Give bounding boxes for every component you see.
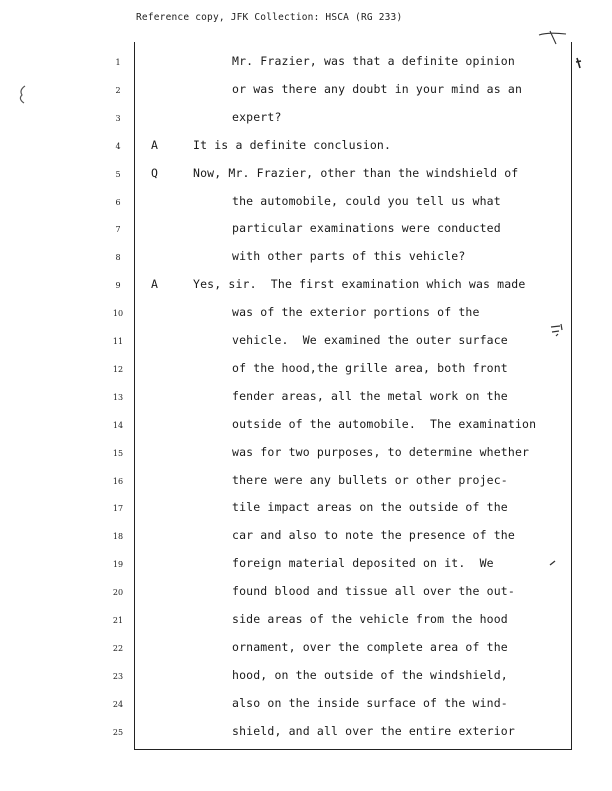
- line-number: 25: [112, 727, 124, 737]
- line-number: 7: [115, 225, 121, 235]
- transcript-line: [0, 441, 612, 469]
- line-text: Now, Mr. Frazier, other than the windshield of: [193, 165, 519, 180]
- transcript-line: [0, 496, 612, 524]
- transcript-line: [0, 273, 612, 301]
- line-number: 18: [112, 532, 124, 542]
- margin-dot-mark: [548, 558, 558, 568]
- line-number: 14: [112, 420, 124, 430]
- line-text: vehicle. We examined the outer surface: [232, 333, 508, 347]
- transcript-line: [0, 162, 612, 190]
- transcript-line: [0, 580, 612, 608]
- transcript-line: [0, 524, 612, 552]
- line-text: there were any bullets or other projec-: [232, 472, 508, 487]
- transcript-line: [0, 720, 612, 748]
- line-number: 15: [112, 448, 124, 458]
- speaker-label: A: [151, 137, 158, 152]
- line-number: 17: [112, 504, 124, 514]
- line-text: tile impact areas on the outside of the: [232, 500, 508, 515]
- line-text: was of the exterior portions of the: [232, 305, 480, 320]
- transcript-line: [0, 385, 612, 413]
- line-number: 24: [112, 699, 124, 709]
- line-text: outside of the automobile. The examination: [232, 416, 537, 431]
- line-number: 22: [112, 643, 124, 653]
- line-text: car and also to note the presence of the: [232, 528, 515, 543]
- transcript-line: [0, 664, 612, 692]
- line-text: Mr. Frazier, was that a definite opinion: [232, 54, 515, 68]
- line-text: ornament, over the complete area of the: [232, 639, 508, 654]
- line-text: also on the inside surface of the wind-: [232, 695, 508, 710]
- line-text: particular examinations were conducted: [232, 221, 501, 236]
- transcript-line: [0, 357, 612, 385]
- line-text: shield, and all over the entire exterior: [232, 723, 515, 738]
- line-number: 10: [112, 309, 124, 319]
- transcript-line: [0, 413, 612, 441]
- transcript-line: [0, 245, 612, 273]
- line-text: Yes, sir. The first examination which was made: [193, 277, 526, 292]
- line-text: It is a definite conclusion.: [193, 137, 392, 152]
- transcript-line: [0, 190, 612, 218]
- line-number: 4: [115, 141, 121, 151]
- line-number: 20: [112, 588, 124, 598]
- line-number: 23: [112, 671, 124, 681]
- line-text: of the hood,the grille area, both front: [232, 360, 508, 375]
- line-number: 1: [115, 58, 121, 67]
- transcript-line: [0, 636, 612, 664]
- transcript-line: [0, 469, 612, 497]
- scan-smudge-mark: [16, 84, 28, 106]
- transcript-line: [0, 329, 612, 357]
- line-text: or was there any doubt in your mind as an: [232, 81, 523, 96]
- line-number: 12: [112, 364, 124, 374]
- line-number: 6: [115, 197, 121, 207]
- line-text: side areas of the vehicle from the hood: [232, 612, 508, 626]
- speaker-label: A: [151, 277, 158, 292]
- line-number: 21: [112, 616, 124, 625]
- line-text: foreign material deposited on it. We: [232, 556, 494, 571]
- line-text: hood, on the outside of the windshield,: [232, 667, 508, 682]
- line-number: 9: [115, 281, 121, 291]
- speaker-label: Q: [151, 165, 158, 180]
- line-text: found blood and tissue all over the out-: [232, 584, 515, 599]
- transcript-line: [0, 608, 612, 636]
- line-number: 2: [115, 85, 121, 95]
- margin-tick-mark: [574, 56, 584, 70]
- transcript-line: [0, 552, 612, 580]
- transcript-line: [0, 692, 612, 720]
- line-text: the automobile, could you tell us what: [232, 193, 501, 208]
- transcript-line: [0, 134, 612, 162]
- transcript-line: [0, 106, 612, 134]
- line-text: fender areas, all the metal work on the: [232, 388, 508, 403]
- line-text: was for two purposes, to determine whether: [232, 444, 530, 459]
- line-text: expert?: [232, 109, 282, 124]
- line-number: 11: [112, 337, 124, 346]
- transcript-line: [0, 301, 612, 329]
- line-number: 8: [115, 253, 121, 263]
- reference-header: Reference copy, JFK Collection: HSCA (RG 233): [136, 12, 403, 23]
- line-number: 19: [112, 560, 124, 570]
- transcript-line: [0, 50, 612, 78]
- line-number: 16: [112, 476, 124, 486]
- pen-check-mark: [536, 28, 572, 48]
- line-number: 13: [112, 392, 124, 402]
- transcript-line: [0, 78, 612, 106]
- line-number: 5: [115, 169, 121, 179]
- line-number: 3: [115, 113, 121, 123]
- line-text: with other parts of this vehicle?: [232, 249, 466, 264]
- margin-pen-mark: [548, 322, 564, 340]
- transcript-line: [0, 217, 612, 245]
